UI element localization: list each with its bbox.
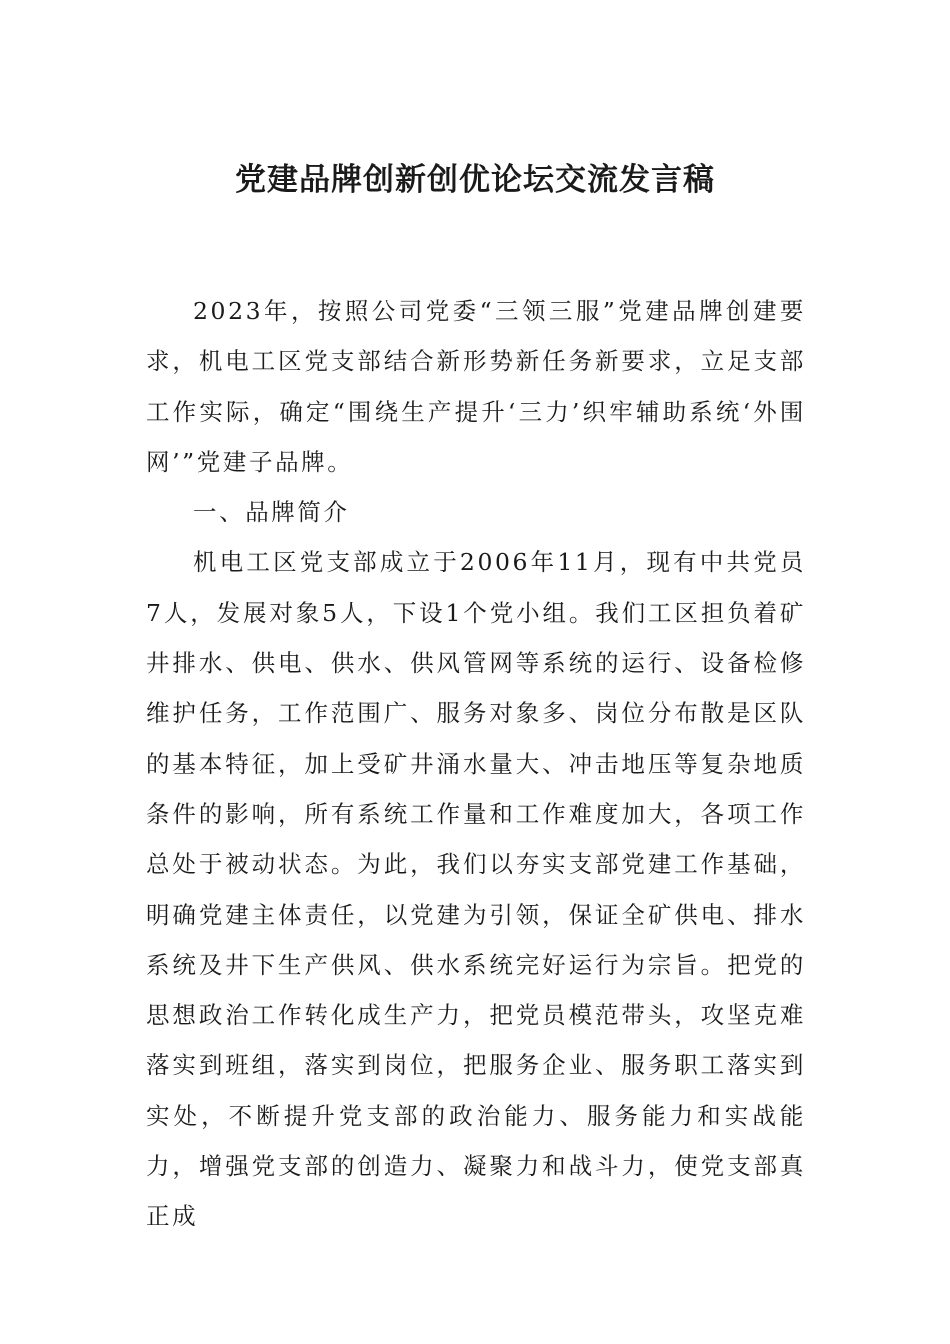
- section-heading-brand-intro: 一、品牌简介: [193, 498, 350, 527]
- brand-intro-paragraph: 机电工区党支部成立于2006年11月，现有中共党员7人，发展对象5人，下设1个党小组。我们工区担负着矿井排水、供电、供水、供风管网等系统的运行、设备检修维护任务，工作范围广、服务对象多、岗位分布散是区队的基本特征，加上受矿井涌水量大、冲击地压等复杂地质条件的影响，所有系统工作量和工作难度加大，各项工作总处于被动状态。为此，我们以夯实支部党建工作基础，明确党建主体责任，以党建为引领，保证全矿供电、排水系统及井下生产供风、供水系统完好运行为宗旨。把党的思想政治工作转化成生产力，把党员模范带头，攻坚克难落实到班组，落实到岗位，把服务企业、服务职工落实到实处，不断提升党支部的政治能力、服务能力和实战能力，增强党支部的创造力、凝聚力和战斗力，使党支部真正成: [146, 548, 806, 1231]
- document-body: [146, 286, 806, 1242]
- intro-paragraph: 2023年，按照公司党委“三领三服”党建品牌创建要求，机电工区党支部结合新形势新任务新要求，立足支部工作实际，确定“围绕生产提升‘三力’织牢辅助系统‘外围网’”党建子品牌。: [146, 297, 806, 476]
- document-title: 党建品牌创新创优论坛交流发言稿: [235, 162, 715, 198]
